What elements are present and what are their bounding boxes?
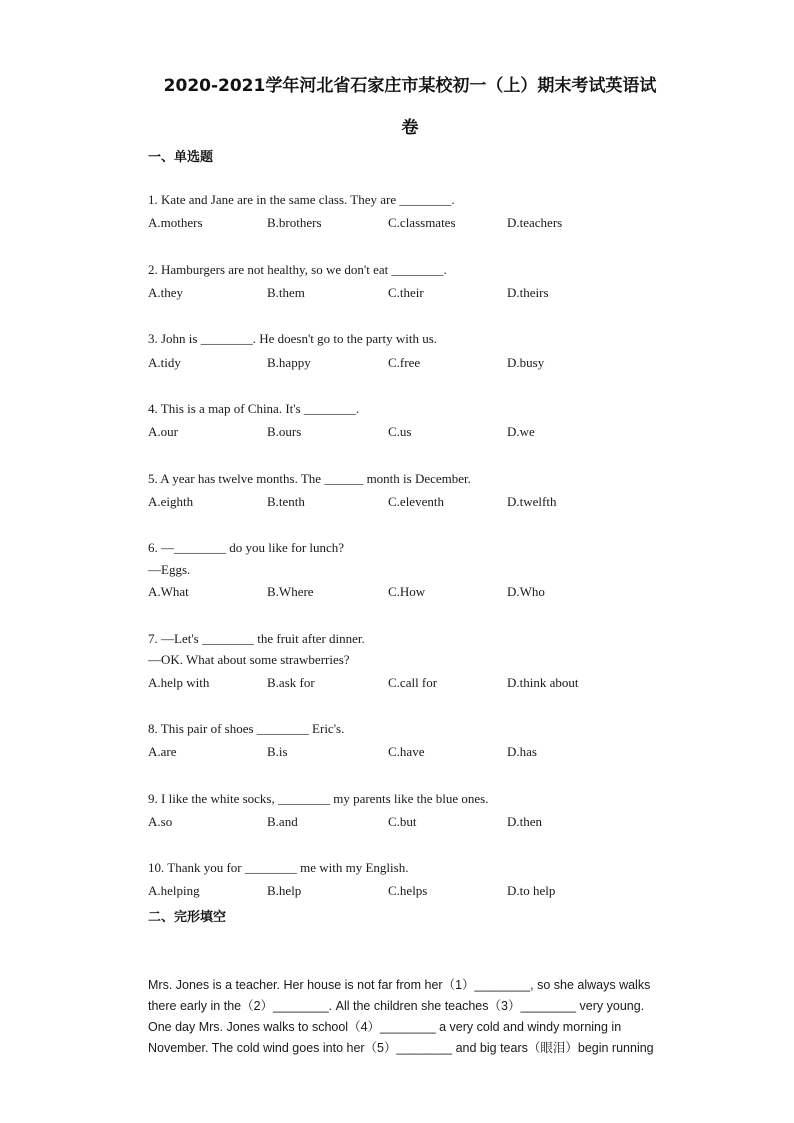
question-3-option-c: C.free: [388, 355, 421, 370]
question-1-option-d: D.teachers: [507, 215, 563, 230]
question-2-option-a: A.they: [148, 285, 184, 300]
question-6-answer-line: —Eggs.: [148, 562, 191, 577]
question-5-option-a: A.eighth: [148, 494, 194, 509]
question-7-stem: 7. —Let's ________ the fruit after dinner.: [148, 631, 365, 646]
section-heading-cloze: 二、完形填空: [148, 910, 227, 925]
question-9-option-b: B.and: [267, 814, 298, 829]
question-1-option-b: B.brothers: [267, 215, 322, 230]
question-10-option-c: C.helps: [388, 883, 428, 898]
question-5-option-c: C.eleventh: [388, 494, 444, 509]
question-6-option-a: A.What: [148, 584, 189, 599]
question-2-options: [148, 285, 708, 303]
question-3-option-b: B.happy: [267, 355, 311, 370]
question-2-option-c: C.their: [388, 285, 424, 300]
cloze-passage: [148, 975, 688, 1059]
question-2-option-d: D.theirs: [507, 285, 549, 300]
question-6-options: [148, 584, 708, 602]
question-4-option-b: B.ours: [267, 424, 302, 439]
section-heading-single-choice: 一、单选题: [148, 150, 214, 165]
question-7-options: [148, 675, 708, 693]
question-6-stem: 6. —________ do you like for lunch?: [148, 540, 345, 555]
question-4-option-a: A.our: [148, 424, 178, 439]
question-8-stem: 8. This pair of shoes ________ Eric's.: [148, 721, 345, 736]
question-9-stem: 9. I like the white socks, ________ my parents like the blue ones.: [148, 791, 489, 806]
question-9-option-a: A.so: [148, 814, 173, 829]
question-10-stem: 10. Thank you for ________ me with my English.: [148, 860, 409, 875]
question-10-option-b: B.help: [267, 883, 302, 898]
question-9-options: [148, 814, 708, 832]
question-5-options: [148, 494, 708, 512]
question-2-option-b: B.them: [267, 285, 305, 300]
passage-line: there early in the（2）________. All the children she teaches（3）________ very young.: [148, 999, 645, 1013]
passage-line: One day Mrs. Jones walks to school（4）________ a very cold and windy morning in: [148, 1020, 622, 1034]
question-4-options: [148, 424, 708, 442]
question-9-option-c: C.but: [388, 814, 417, 829]
question-8-option-d: D.has: [507, 744, 537, 759]
question-4-option-c: C.us: [388, 424, 412, 439]
question-6-option-c: C.How: [388, 584, 426, 599]
question-3-options: [148, 355, 708, 373]
question-2-stem: 2. Hamburgers are not healthy, so we don't eat ________.: [148, 262, 447, 277]
question-6-option-d: D.Who: [507, 584, 545, 599]
question-8-option-a: A.are: [148, 744, 177, 759]
question-7-option-b: B.ask for: [267, 675, 315, 690]
question-8-options: [148, 744, 708, 762]
question-6-option-b: B.Where: [267, 584, 314, 599]
question-5-option-b: B.tenth: [267, 494, 305, 509]
question-7-answer-line: —OK. What about some strawberries?: [148, 652, 350, 667]
question-10-options: [148, 883, 708, 901]
document-title: 2020-2021学年河北省石家庄市某校初一（上）期末考试英语试: [163, 76, 657, 96]
question-10-option-a: A.helping: [148, 883, 200, 898]
question-3-option-a: A.tidy: [148, 355, 181, 370]
question-4-stem: 4. This is a map of China. It's ________.: [148, 401, 360, 416]
document-title-continued: 卷: [401, 118, 419, 138]
question-1-stem: 1. Kate and Jane are in the same class. They are ________.: [148, 192, 455, 207]
question-1-options: [148, 215, 708, 233]
passage-line: November. The cold wind goes into her（5）________ and big tears（眼泪）begin running: [148, 1041, 654, 1055]
question-8-option-c: C.have: [388, 744, 425, 759]
question-3-option-d: D.busy: [507, 355, 545, 370]
passage-line: Mrs. Jones is a teacher. Her house is not far from her（1）________, so she always walks: [148, 978, 651, 992]
question-5-option-d: D.twelfth: [507, 494, 557, 509]
question-9-option-d: D.then: [507, 814, 543, 829]
question-4-option-d: D.we: [507, 424, 535, 439]
question-7-option-c: C.call for: [388, 675, 438, 690]
question-7-option-d: D.think about: [507, 675, 579, 690]
question-10-option-d: D.to help: [507, 883, 556, 898]
question-3-stem: 3. John is ________. He doesn't go to the party with us.: [148, 331, 438, 346]
question-1-option-c: C.classmates: [388, 215, 456, 230]
question-7-option-a: A.help with: [148, 675, 210, 690]
question-5-stem: 5. A year has twelve months. The ______ month is December.: [148, 471, 471, 486]
question-1-option-a: A.mothers: [148, 215, 203, 230]
question-8-option-b: B.is: [267, 744, 288, 759]
